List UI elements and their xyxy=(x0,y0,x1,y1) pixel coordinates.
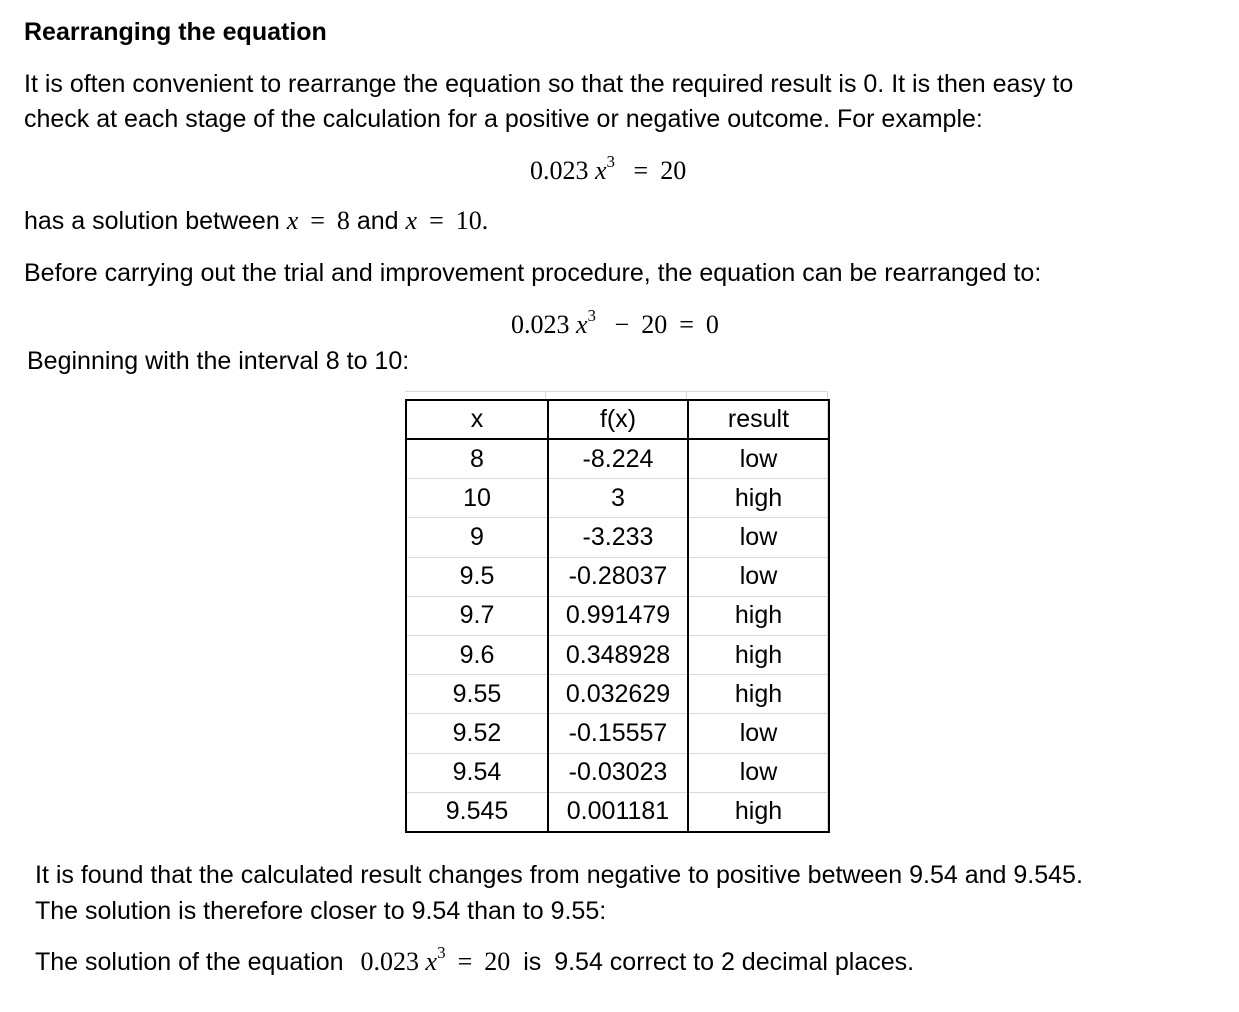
range-var-1: x xyxy=(286,206,299,235)
table-row xyxy=(406,518,829,557)
table-row xyxy=(406,714,829,753)
cell-result: low xyxy=(688,714,829,753)
grid-line-top xyxy=(405,391,828,392)
table-row xyxy=(406,479,829,518)
cell-result: high xyxy=(688,479,829,518)
cell-result: high xyxy=(688,596,829,635)
final-rhs: 20 xyxy=(484,947,511,976)
cell-result: high xyxy=(734,797,783,826)
cell-fx: -3.233 xyxy=(548,518,688,557)
cell-fx: 0.348928 xyxy=(548,635,688,674)
grid-line-col-2 xyxy=(545,391,546,399)
trial-improvement-table xyxy=(405,399,830,833)
table-row xyxy=(406,596,829,635)
range-eq-2: = xyxy=(429,206,444,235)
eq2-constant: 20 xyxy=(641,310,668,339)
table-row xyxy=(406,675,829,714)
header-x: x xyxy=(406,400,548,439)
conclusion-line-1: It is found that the calculated result changes from negative to positive between 9.54 and 9.545. xyxy=(35,861,1083,889)
cell-result: high xyxy=(688,635,829,674)
final-statement xyxy=(35,943,915,977)
header-result: result xyxy=(688,400,829,439)
eq2-variable: x xyxy=(576,310,588,339)
cell-x: 9.5 xyxy=(406,557,548,596)
table-row xyxy=(406,753,829,792)
cell-fx: -0.03023 xyxy=(548,753,688,792)
final-prefix: The solution of the equation xyxy=(35,948,344,976)
eq1-exponent: 3 xyxy=(606,152,616,172)
eq2-equals: = xyxy=(679,310,694,339)
cell-x: 9.55 xyxy=(406,675,548,714)
table-header-row xyxy=(406,400,829,439)
table-row xyxy=(406,635,829,674)
cell-result: low xyxy=(688,557,829,596)
eq1-equals: = xyxy=(633,156,649,185)
before-text: Before carrying out the trial and improvement procedure, the equation can be rearranged to: xyxy=(24,259,1042,287)
range-val-2: 10. xyxy=(455,206,489,235)
page-heading: Rearranging the equation xyxy=(24,18,327,46)
cell-x: 10 xyxy=(406,479,548,518)
cell-fx: -8.224 xyxy=(548,439,688,479)
eq1-coefficient: 0.023 xyxy=(530,156,589,185)
table-row xyxy=(406,439,829,479)
table-row xyxy=(406,557,829,596)
cell-fx: 0.991479 xyxy=(548,596,688,635)
intro-line-2: check at each stage of the calculation for a positive or negative outcome. For example: xyxy=(24,105,983,133)
cell-result: high xyxy=(688,675,829,714)
cell-fx: -0.15557 xyxy=(548,714,688,753)
final-exponent: 3 xyxy=(437,943,446,963)
solution-range-text xyxy=(24,206,488,236)
interval-text: Beginning with the interval 8 to 10: xyxy=(27,347,410,375)
cell-fx: 0.001181 xyxy=(548,792,688,832)
cell-result: low xyxy=(688,439,829,479)
eq1-rhs: 20 xyxy=(660,156,687,185)
cell-x: 9.545 xyxy=(406,792,548,832)
solution-range-prefix: has a solution between xyxy=(24,207,287,235)
cell-x: 9.6 xyxy=(406,635,548,674)
conclusion-line-2: The solution is therefore closer to 9.54 than to 9.55: xyxy=(35,897,607,925)
eq2-minus: − xyxy=(614,310,630,339)
eq1-variable: x xyxy=(595,156,607,185)
cell-x: 8 xyxy=(406,439,548,479)
equation-original xyxy=(530,152,687,186)
cell-fx: -0.28037 xyxy=(548,557,688,596)
final-suffix: 9.54 correct to 2 decimal places. xyxy=(554,948,915,976)
eq2-coefficient: 0.023 xyxy=(511,310,570,339)
header-fx: f(x) xyxy=(548,400,688,439)
equation-rearranged xyxy=(511,306,719,340)
cell-x: 9.52 xyxy=(406,714,548,753)
eq2-exponent: 3 xyxy=(587,306,597,326)
cell-fx: 0.032629 xyxy=(548,675,688,714)
cell-x: 9.7 xyxy=(406,596,548,635)
range-eq-1: = xyxy=(310,206,325,235)
final-coefficient: 0.023 xyxy=(360,947,420,976)
cell-x: 9.54 xyxy=(406,753,548,792)
range-val-1: 8 xyxy=(336,206,350,235)
final-is: is xyxy=(523,948,542,976)
cell-fx: 3 xyxy=(548,479,688,518)
range-and: and xyxy=(356,207,399,235)
cell-result: low xyxy=(688,518,829,557)
final-equals: = xyxy=(457,947,473,976)
cell-result: low xyxy=(688,753,829,792)
table-row xyxy=(406,792,829,832)
final-variable: x xyxy=(425,947,438,976)
intro-line-1: It is often convenient to rearrange the equation so that the required result is 0. It is then easy to xyxy=(24,70,1074,98)
range-var-2: x xyxy=(405,206,418,235)
cell-x: 9 xyxy=(406,518,548,557)
eq2-rhs: 0 xyxy=(705,310,719,339)
grid-line-col-3 xyxy=(686,391,687,399)
